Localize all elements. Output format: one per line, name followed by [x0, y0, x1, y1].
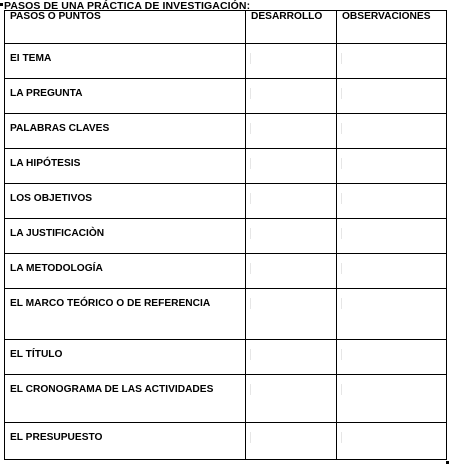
cell-marker [341, 123, 342, 134]
cell-marker [341, 349, 342, 360]
document-title: PASOS DE UNA PRÁCTICA DE INVESTIGACIÓN: [4, 0, 251, 12]
step-label-cell [5, 340, 246, 375]
header-desarrollo: DESARROLLO [246, 11, 337, 44]
cell-marker [341, 384, 342, 395]
cell-marker [250, 53, 251, 64]
observaciones-cell[interactable] [337, 184, 447, 219]
cell-marker [250, 88, 251, 99]
desarrollo-cell[interactable] [246, 184, 337, 219]
observaciones-cell[interactable] [337, 219, 447, 254]
desarrollo-cell[interactable] [246, 219, 337, 254]
cell-marker [250, 193, 251, 204]
cell-marker [250, 349, 251, 360]
step-label: EI TEMA [10, 53, 52, 64]
desarrollo-cell[interactable] [246, 149, 337, 184]
cell-marker [341, 228, 342, 239]
cell-marker [250, 298, 251, 309]
observaciones-cell[interactable] [337, 340, 447, 375]
step-label-cell [5, 44, 246, 79]
research-steps-table [4, 10, 447, 460]
desarrollo-cell[interactable] [246, 375, 337, 423]
cell-marker [341, 53, 342, 64]
cell-marker [341, 298, 342, 309]
step-label-cell [5, 184, 246, 219]
observaciones-cell[interactable] [337, 44, 447, 79]
table-row [5, 114, 447, 149]
cell-marker [341, 193, 342, 204]
observaciones-cell[interactable] [337, 149, 447, 184]
cell-marker [250, 123, 251, 134]
table-row [5, 254, 447, 289]
step-label: LA PREGUNTA [10, 88, 83, 99]
table-row [5, 219, 447, 254]
step-label: PALABRAS CLAVES [10, 123, 110, 134]
step-label-cell [5, 149, 246, 184]
observaciones-cell[interactable] [337, 423, 447, 460]
cell-marker [250, 263, 251, 274]
cell-marker [341, 88, 342, 99]
observaciones-cell[interactable] [337, 114, 447, 149]
observaciones-cell[interactable] [337, 375, 447, 423]
header-observaciones: OBSERVACIONES [337, 11, 447, 44]
step-label: LOS OBJETIVOS [10, 193, 93, 204]
table-row [5, 340, 447, 375]
desarrollo-cell[interactable] [246, 254, 337, 289]
step-label-cell [5, 254, 246, 289]
cell-marker [250, 228, 251, 239]
step-label: LA METODOLOGÍA [10, 263, 103, 274]
desarrollo-cell[interactable] [246, 289, 337, 340]
table-row [5, 375, 447, 423]
table-row [5, 423, 447, 460]
cell-marker [341, 432, 342, 443]
desarrollo-cell[interactable] [246, 340, 337, 375]
desarrollo-cell[interactable] [246, 114, 337, 149]
resize-handle[interactable] [446, 461, 449, 464]
step-label-cell [5, 423, 246, 460]
header-pasos: PASOS O PUNTOS [5, 11, 246, 44]
step-label: EL MARCO TEÓRICO O DE REFERENCIA [10, 298, 211, 309]
step-label-cell [5, 79, 246, 114]
desarrollo-cell[interactable] [246, 423, 337, 460]
table-row [5, 44, 447, 79]
anchor-mark [0, 3, 3, 6]
table-row [5, 79, 447, 114]
table-row [5, 149, 447, 184]
table-header-row [5, 11, 447, 44]
step-label-cell [5, 219, 246, 254]
step-label: LA JUSTIFICACIÒN [10, 228, 105, 239]
cell-marker [250, 384, 251, 395]
observaciones-cell[interactable] [337, 79, 447, 114]
step-label-cell [5, 289, 246, 340]
step-label: EL CRONOGRAMA DE LAS ACTIVIDADES [10, 384, 214, 395]
desarrollo-cell[interactable] [246, 79, 337, 114]
observaciones-cell[interactable] [337, 289, 447, 340]
table-row [5, 184, 447, 219]
step-label: LA HIPÓTESIS [10, 158, 81, 169]
step-label: EL PRESUPUESTO [10, 432, 103, 443]
desarrollo-cell[interactable] [246, 44, 337, 79]
step-label-cell [5, 114, 246, 149]
cell-marker [250, 158, 251, 169]
table-row [5, 289, 447, 340]
cell-marker [250, 432, 251, 443]
cell-marker [341, 158, 342, 169]
step-label: EL TÍTULO [10, 349, 63, 360]
step-label-cell [5, 375, 246, 423]
cell-marker [341, 263, 342, 274]
observaciones-cell[interactable] [337, 254, 447, 289]
